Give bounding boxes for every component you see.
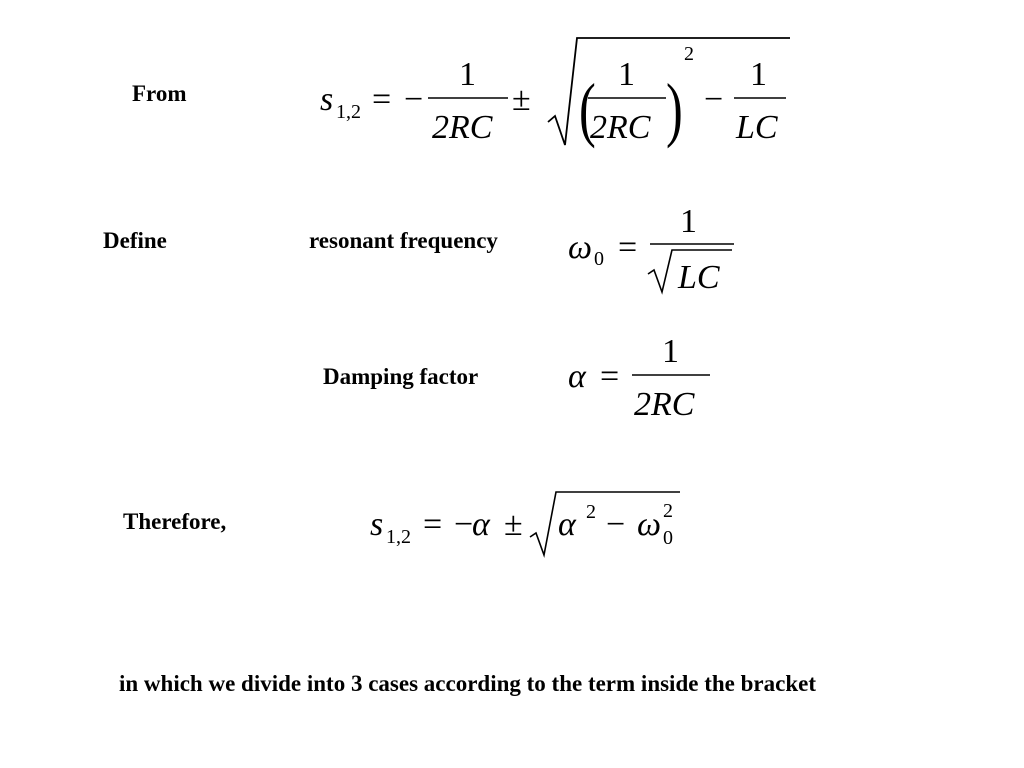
eq1-subscript: 1,2 — [336, 101, 361, 123]
eq4-omega-sub: 0 — [663, 527, 673, 549]
eq2-den: LC — [678, 259, 720, 296]
eq1-frac3-num: 1 — [750, 56, 767, 93]
eq2-subscript: 0 — [594, 248, 604, 270]
eq3-num: 1 — [662, 333, 679, 370]
label-resonant-frequency: resonant frequency — [309, 228, 498, 253]
equation-s12-full — [300, 30, 800, 160]
eq1-frac1-den: 2RC — [432, 109, 493, 146]
label-therefore: Therefore, — [123, 509, 227, 534]
eq1-exponent: 2 — [684, 43, 694, 65]
eq4-plus-minus: ± — [504, 506, 523, 543]
eq4-minus2: − — [606, 506, 626, 543]
label-conclusion: in which we divide into 3 cases according to the term inside the bracket — [119, 671, 816, 696]
eq1-s: s — [320, 81, 334, 118]
eq1-lparen: ( — [579, 70, 596, 150]
eq3-equals: = — [600, 358, 620, 395]
eq4-omega-exp: 2 — [663, 500, 673, 522]
eq2-omega: ω — [568, 229, 593, 266]
eq2-num: 1 — [680, 203, 697, 240]
eq4-alpha: α — [472, 506, 490, 543]
eq1-equals: = — [372, 81, 392, 118]
eq4-omega: ω — [637, 506, 662, 543]
eq4-equals: = — [423, 506, 443, 543]
eq4-alpha2: α — [558, 506, 576, 543]
equation-omega0 — [560, 190, 760, 300]
label-from: From — [132, 81, 187, 106]
equation-s12-simplified — [360, 485, 690, 565]
eq4-s: s — [370, 506, 384, 543]
eq1-minus2: − — [704, 81, 724, 118]
eq4-subscript: 1,2 — [386, 526, 411, 548]
eq4-alpha-exp: 2 — [586, 501, 596, 523]
eq1-frac3-den: LC — [736, 109, 778, 146]
eq1-plus-minus: ± — [512, 81, 531, 118]
eq4-minus: − — [454, 506, 474, 543]
eq2-equals: = — [618, 229, 638, 266]
eq1-frac1-num: 1 — [459, 56, 476, 93]
equation-alpha — [560, 325, 730, 435]
eq3-den: 2RC — [634, 386, 695, 423]
label-define: Define — [103, 228, 167, 253]
eq1-frac2-den: 2RC — [590, 109, 651, 146]
eq1-minus: − — [404, 81, 424, 118]
eq3-alpha: α — [568, 358, 586, 395]
label-damping-factor: Damping factor — [323, 364, 479, 389]
eq1-frac2-num: 1 — [618, 56, 635, 93]
eq1-rparen: ) — [666, 70, 683, 150]
